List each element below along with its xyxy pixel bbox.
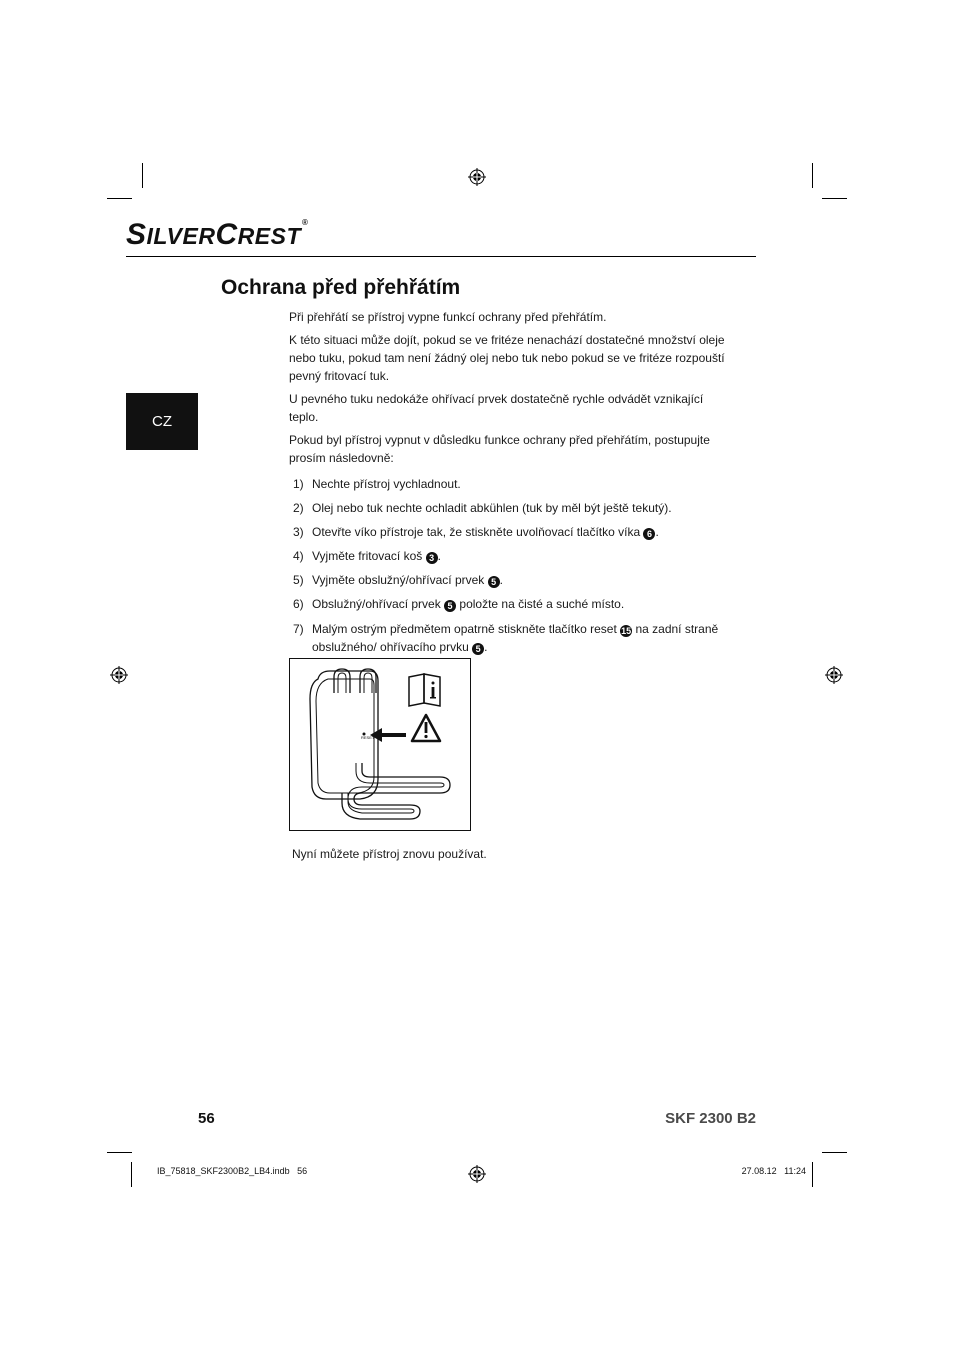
heating-element-illustration (289, 658, 471, 831)
registration-mark-icon (110, 666, 128, 684)
list-item: 2) Olej nebo tuk nechte ochladit abkühlen (tuk by měl být ještě tekutý). (293, 501, 672, 515)
list-item: 6) Obslužný/ohřívací prvek 5 položte na čisté a suché místo. (293, 597, 625, 611)
registration-mark-icon (468, 1165, 486, 1183)
list-item: 5) Vyjměte obslužný/ohřívací prvek 5 . (293, 573, 503, 587)
paragraph: Pokud byl přístroj vypnut v důsledku funkce ochrany před přehřátím, postupujte prosím následovně: (289, 433, 710, 465)
list-item: 1) Nechte přístroj vychladnout. (293, 477, 461, 491)
part-ref-badge: 5 (488, 576, 500, 588)
paragraph: U pevného tuku nedokáže ohřívací prvek dostatečně rychle odvádět vznikající teplo. (289, 392, 704, 424)
registration-mark-icon (825, 666, 843, 684)
paragraph: Při přehřátí se přístroj vypne funkcí ochrany před přehřátím. (289, 310, 607, 324)
print-slug-date: 27.08.12 11:24 (741, 1166, 806, 1176)
part-ref-badge: 3 (426, 552, 438, 564)
info-book-icon (409, 674, 440, 706)
brand-logo: SILVERCREST® (126, 218, 309, 251)
part-ref-badge: 15 (621, 626, 632, 636)
part-ref-badge: 6 (643, 528, 655, 540)
crop-mark (812, 1162, 813, 1187)
crop-mark (822, 1152, 847, 1153)
closing-paragraph: Nyní můžete přístroj znovu používat. (292, 847, 487, 861)
crop-mark (812, 163, 813, 188)
part-ref-badge: 5 (444, 600, 456, 612)
header-rule (126, 256, 756, 257)
paragraph: K této situaci může dojít, pokud se ve fritéze nenachází dostatečné množství oleje nebo tuku, pokud tam není žádný olej nebo tuk nebo pokud se ve fritéze rozpouští pevný fritovací tuk. (289, 333, 725, 383)
reset-label: RESET (361, 735, 375, 740)
language-tab: CZ (126, 393, 198, 450)
part-ref-badge: 5 (472, 643, 484, 655)
crop-mark (822, 198, 847, 199)
registration-mark-icon (468, 168, 486, 186)
crop-mark (107, 1152, 132, 1153)
crop-mark (107, 198, 132, 199)
list-item: 7) Malým ostrým předmětem opatrně stiskněte tlačítko reset 15 na zadní straně obslužného/ ohřívacího prvku 5 . (293, 622, 719, 654)
section-title: Ochrana před přehřátím (221, 276, 461, 299)
model-name: SKF 2300 B2 (665, 1110, 756, 1127)
warning-icon (412, 715, 440, 741)
list-item: 4) Vyjměte fritovací koš 3 . (293, 549, 441, 563)
print-slug-file: IB_75818_SKF2300B2_LB4.indb 56 (157, 1166, 308, 1176)
crop-mark (142, 163, 143, 188)
page-number: 56 (198, 1110, 215, 1127)
list-item: 3) Otevřte víko přístroje tak, že stiskněte uvolňovací tlačítko víka 6 . (293, 525, 659, 539)
crop-mark (131, 1162, 132, 1187)
